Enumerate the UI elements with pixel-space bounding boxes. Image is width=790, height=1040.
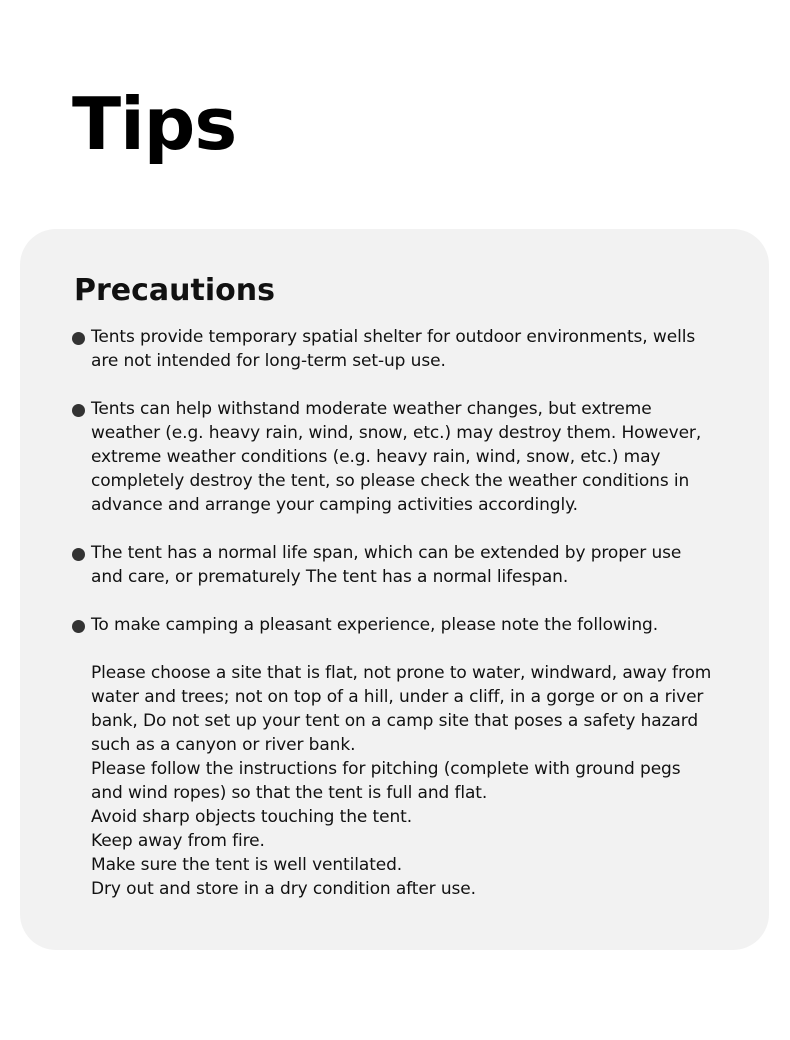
bullet-icon bbox=[72, 548, 85, 561]
list-item bbox=[72, 397, 712, 517]
notes-block bbox=[91, 661, 712, 901]
note-pitching: Please follow the instructions for pitching (complete with ground pegs and wind ropes) so that the tent is full and flat. bbox=[91, 759, 681, 803]
precautions-card bbox=[20, 229, 769, 950]
page-title: Tips bbox=[72, 82, 237, 166]
section-title: Precautions bbox=[74, 273, 275, 308]
note-fire: Keep away from fire. bbox=[91, 831, 265, 851]
note-site-selection: Please choose a site that is flat, not prone to water, windward, away from water and trees; not on top of a hill, under a cliff, in a gorge or on a river bank, Do not set up your tent on a camp site that poses a safety hazard such as a canyon or river bank. bbox=[91, 663, 712, 755]
note-sharp-objects: Avoid sharp objects touching the tent. bbox=[91, 807, 413, 827]
note-ventilation: Make sure the tent is well ventilated. bbox=[91, 855, 403, 875]
bullet-icon bbox=[72, 332, 85, 345]
tip-text: To make camping a pleasant experience, please note the following. bbox=[91, 615, 658, 635]
tip-text: Tents can help withstand moderate weather changes, but extreme weather (e.g. heavy rain, wind, snow, etc.) may destroy them. However, extreme weather conditions (e.g. heavy rain, wind, snow, etc.) may completely destroy the tent, so please check the weather conditions in advance and arrange your camping activities accordingly. bbox=[91, 399, 702, 515]
bullet-icon bbox=[72, 404, 85, 417]
precautions-list bbox=[72, 325, 712, 925]
tip-text: The tent has a normal life span, which can be extended by proper use and care, or prematurely The tent has a normal lifespan. bbox=[91, 543, 682, 587]
bullet-icon bbox=[72, 620, 85, 633]
list-item bbox=[72, 325, 712, 373]
list-item bbox=[72, 613, 712, 901]
list-item bbox=[72, 541, 712, 589]
note-storage: Dry out and store in a dry condition after use. bbox=[91, 879, 476, 899]
tip-text: Tents provide temporary spatial shelter for outdoor environments, wells are not intended for long-term set-up use. bbox=[91, 327, 696, 371]
